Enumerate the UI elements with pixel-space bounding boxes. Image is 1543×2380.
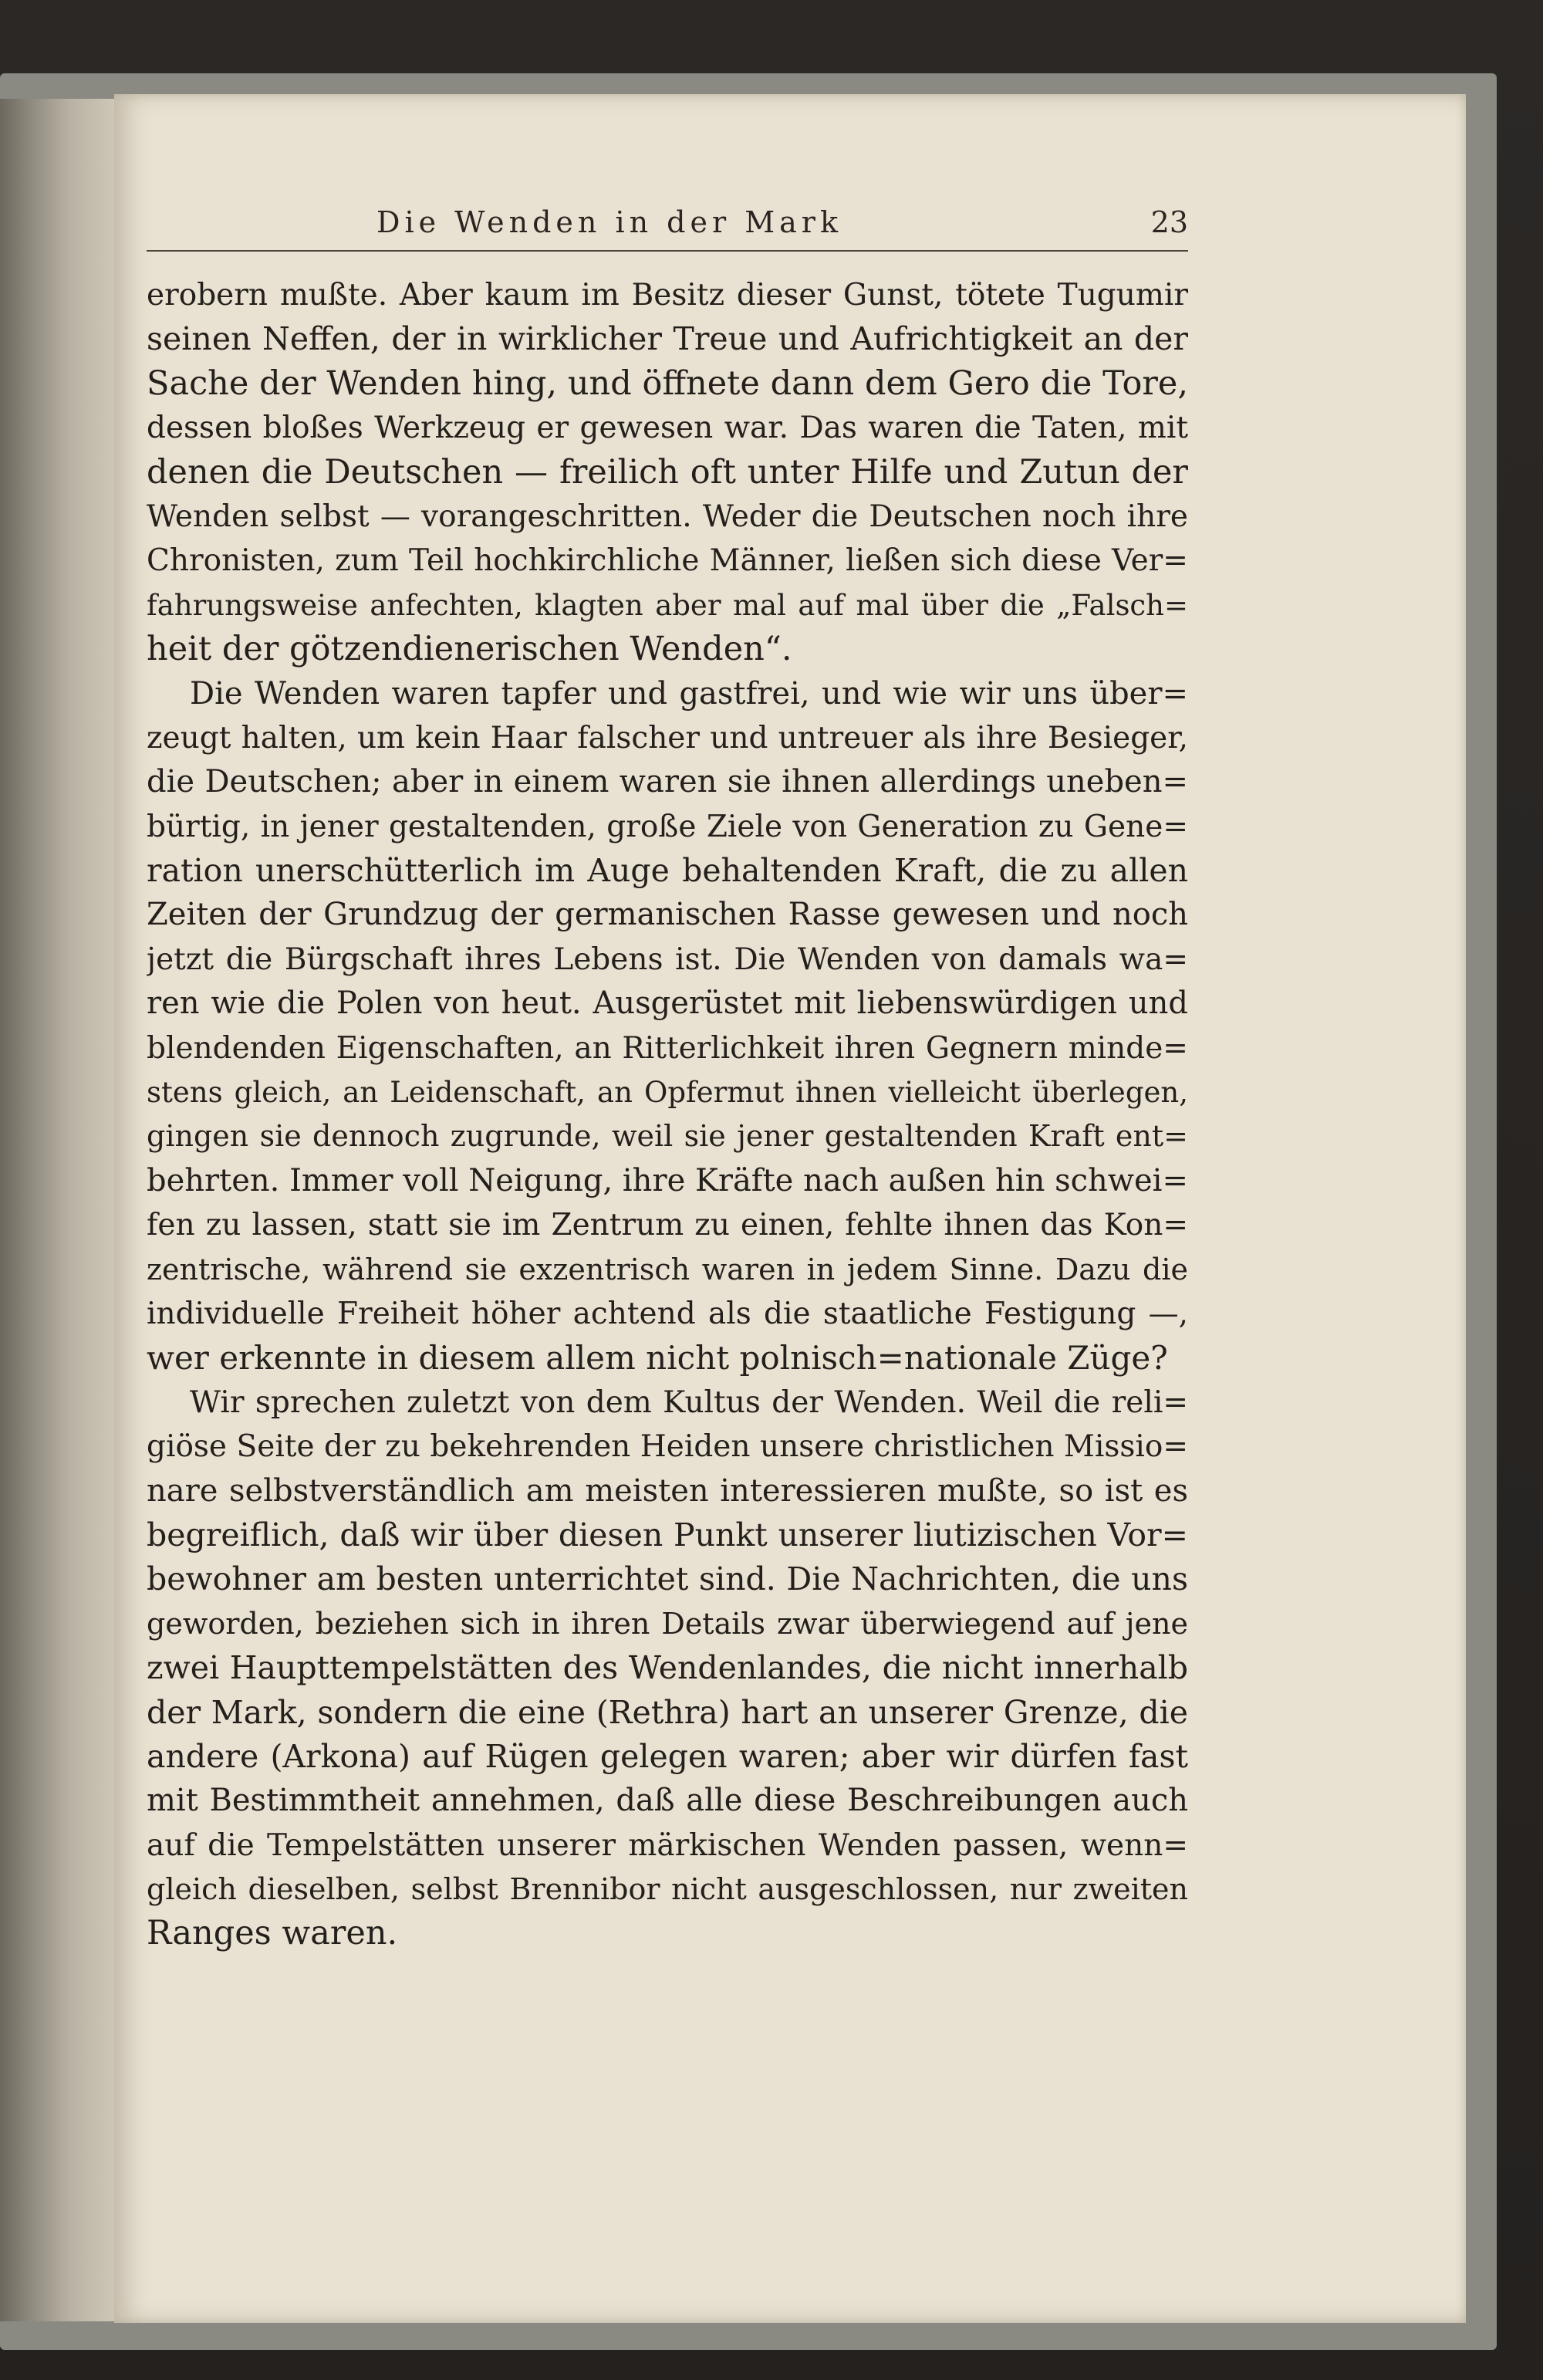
- text-line: Wir sprechen zuletzt von dem Kultus der Wenden. Weil die reli=: [190, 1384, 1188, 1420]
- text-line: bewohner am besten unterrichtet sind. Die Nachrichten, die uns: [147, 1560, 1188, 1598]
- text-line: der Mark, sondern die eine (Rethra) hart an unserer Grenze, die: [147, 1693, 1188, 1731]
- text-line: fen zu lassen, statt sie im Zentrum zu einen, fehlte ihnen das Kon=: [147, 1208, 1188, 1243]
- text-line: dessen bloßes Werkzeug er gewesen war. Das waren die Taten, mit: [147, 411, 1188, 446]
- text-line: zentrische, während sie exzentrisch waren in jedem Sinne. Dazu die: [147, 1252, 1188, 1286]
- text-line: Sache der Wenden hing, und öffnete dann dem Gero die Tore,: [147, 363, 1188, 403]
- text-line: denen die Deutschen — freilich oft unter Hilfe und Zutun der: [147, 452, 1188, 492]
- text-line: nare selbstverständlich am meisten interessieren mußte, so ist es: [147, 1472, 1188, 1509]
- text-line: Chronisten, zum Teil hochkirchliche Männer, ließen sich diese Ver=: [147, 543, 1188, 579]
- text-line: seinen Neffen, der in wirklicher Treue und Aufrichtigkeit an der: [147, 320, 1188, 358]
- text-line: zwei Haupttempelstätten des Wendenlandes, die nicht innerhalb: [147, 1649, 1188, 1687]
- text-line: fahrungsweise anfechten, klagten aber mal auf mal über die „Falsch=: [147, 588, 1188, 622]
- text-line: Zeiten der Grundzug der germanischen Rasse gewesen und noch: [147, 897, 1188, 933]
- text-line: blendenden Eigenschaften, an Ritterlichkeit ihren Gegnern minde=: [147, 1030, 1188, 1066]
- text-line: auf die Tempelstätten unserer märkischen Wenden passen, wenn=: [147, 1827, 1188, 1863]
- page-number: 23: [1150, 205, 1188, 239]
- text-line: individuelle Freiheit höher achtend als die staatliche Festigung —,: [147, 1296, 1188, 1331]
- page-header: [147, 190, 1188, 252]
- text-line: begreiflich, daß wir über diesen Punkt unserer liutizischen Vor=: [147, 1516, 1188, 1553]
- text-line: geworden, beziehen sich in ihren Details zwar überwiegend auf jene: [147, 1606, 1188, 1641]
- running-title: Die Wenden in der Mark: [376, 205, 842, 239]
- text-line: gleich dieselben, selbst Brennibor nicht ausgeschlossen, nur zweiten: [147, 1872, 1188, 1907]
- text-line: Ranges waren.: [147, 1914, 398, 1953]
- text-line: stens gleich, an Leidenschaft, an Opfermut ihnen vielleicht überlegen,: [147, 1076, 1188, 1110]
- text-line: andere (Arkona) auf Rügen gelegen waren; aber wir dürfen fast: [147, 1737, 1188, 1775]
- text-line: erobern mußte. Aber kaum im Besitz dieser Gunst, tötete Tugumir: [147, 278, 1188, 313]
- text-line: wer erkennte in diesem allem nicht polnisch=nationale Züge?: [147, 1339, 1168, 1378]
- text-line: zeugt halten, um kein Haar falscher und untreuer als ihre Besieger,: [147, 720, 1188, 756]
- text-line: heit der götzendienerischen Wenden“.: [147, 630, 792, 669]
- text-line: jetzt die Bürgschaft ihres Lebens ist. Die Wenden von damals wa=: [147, 942, 1188, 977]
- text-line: mit Bestimmtheit annehmen, daß alle diese Beschreibungen auch: [147, 1783, 1188, 1819]
- header-rule: [147, 250, 1188, 252]
- text-line: bürtig, in jener gestaltenden, große Ziele von Generation zu Gene=: [147, 809, 1188, 844]
- page-edges: [0, 99, 116, 2321]
- text-line: behrten. Immer voll Neigung, ihre Kräfte nach außen hin schwei=: [147, 1162, 1188, 1198]
- text-line: giöse Seite der zu bekehrenden Heiden unsere christlichen Missio=: [147, 1429, 1188, 1465]
- body-text: [147, 273, 1188, 1956]
- text-line: ration unerschütterlich im Auge behaltenden Kraft, die zu allen: [147, 852, 1188, 890]
- text-line: Wenden selbst — vorangeschritten. Weder die Deutschen noch ihre: [147, 499, 1188, 534]
- text-line: gingen sie dennoch zugrunde, weil sie jener gestaltenden Kraft ent=: [147, 1119, 1188, 1154]
- text-line: ren wie die Polen von heut. Ausgerüstet mit liebenswürdigen und: [147, 985, 1188, 1022]
- text-line: Die Wenden waren tapfer und gastfrei, und wie wir uns über=: [190, 675, 1188, 712]
- text-line: die Deutschen; aber in einem waren sie ihnen allerdings uneben=: [147, 764, 1188, 800]
